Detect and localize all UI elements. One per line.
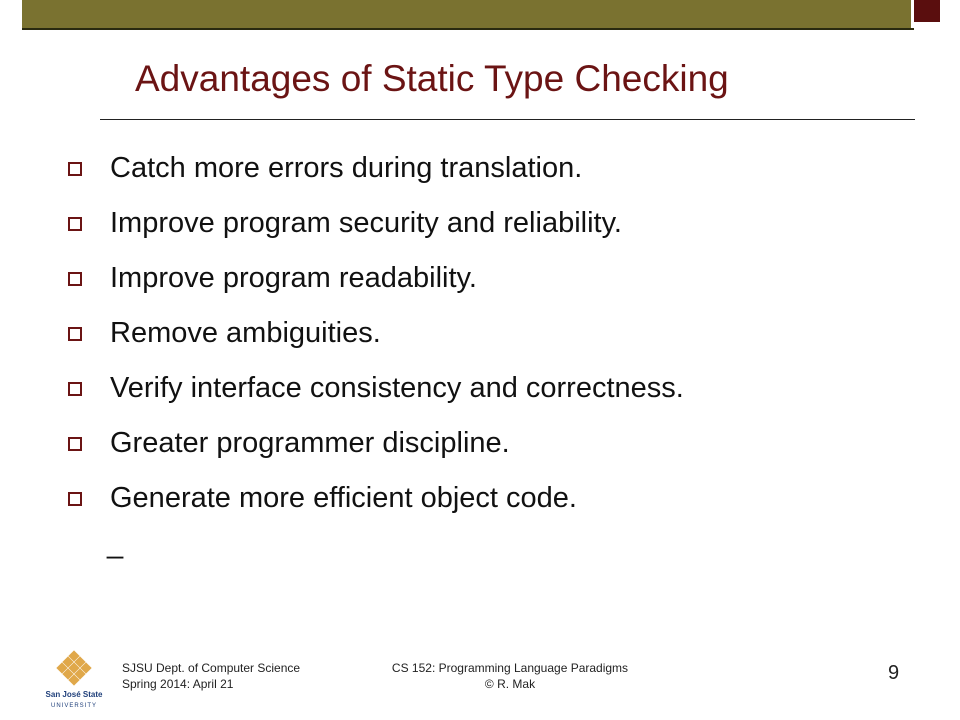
square-bullet-icon <box>68 492 82 506</box>
footer-date: Spring 2014: April 21 <box>122 677 234 691</box>
square-bullet-icon <box>68 327 82 341</box>
bullet-text: Improve program readability. <box>110 262 477 294</box>
university-logo <box>44 650 104 710</box>
bullet-item <box>68 306 684 361</box>
slide-title: Advantages of Static Type Checking <box>135 58 729 99</box>
square-bullet-icon <box>68 217 82 231</box>
bullet-item <box>68 361 684 416</box>
footer-course: CS 152: Programming Language Paradigms <box>391 661 629 675</box>
bullet-text: Improve program security and reliability. <box>110 207 622 239</box>
svg-text:San José State: San José State <box>45 690 103 699</box>
bullet-item <box>68 471 684 526</box>
footer-author: © R. Mak <box>484 677 536 691</box>
top-decor-bar <box>22 0 914 30</box>
footer-department: SJSU Dept. of Computer Science <box>122 661 301 675</box>
title-underline <box>100 119 915 120</box>
bullet-item <box>68 251 684 306</box>
bullet-text: Generate more efficient object code. <box>110 482 577 514</box>
square-bullet-icon <box>68 382 82 396</box>
square-bullet-icon <box>68 162 82 176</box>
page-number: 9 <box>888 662 900 684</box>
svg-text:UNIVERSITY: UNIVERSITY <box>50 703 98 709</box>
bullet-item <box>68 416 684 471</box>
square-bullet-icon <box>68 437 82 451</box>
bullet-text: Remove ambiguities. <box>110 317 381 349</box>
bullet-text: Greater programmer discipline. <box>110 427 510 459</box>
square-bullet-icon <box>68 272 82 286</box>
bullet-text: Catch more errors during translation. <box>110 152 583 184</box>
bullet-text: Verify interface consistency and correctness. <box>110 372 684 404</box>
bullet-item <box>68 196 684 251</box>
bullet-list <box>68 141 684 526</box>
trailing-underscore: _ <box>107 528 124 560</box>
footer-left <box>122 660 300 692</box>
footer-center <box>380 660 640 692</box>
top-decor-square <box>914 0 940 22</box>
bullet-item <box>68 141 684 196</box>
